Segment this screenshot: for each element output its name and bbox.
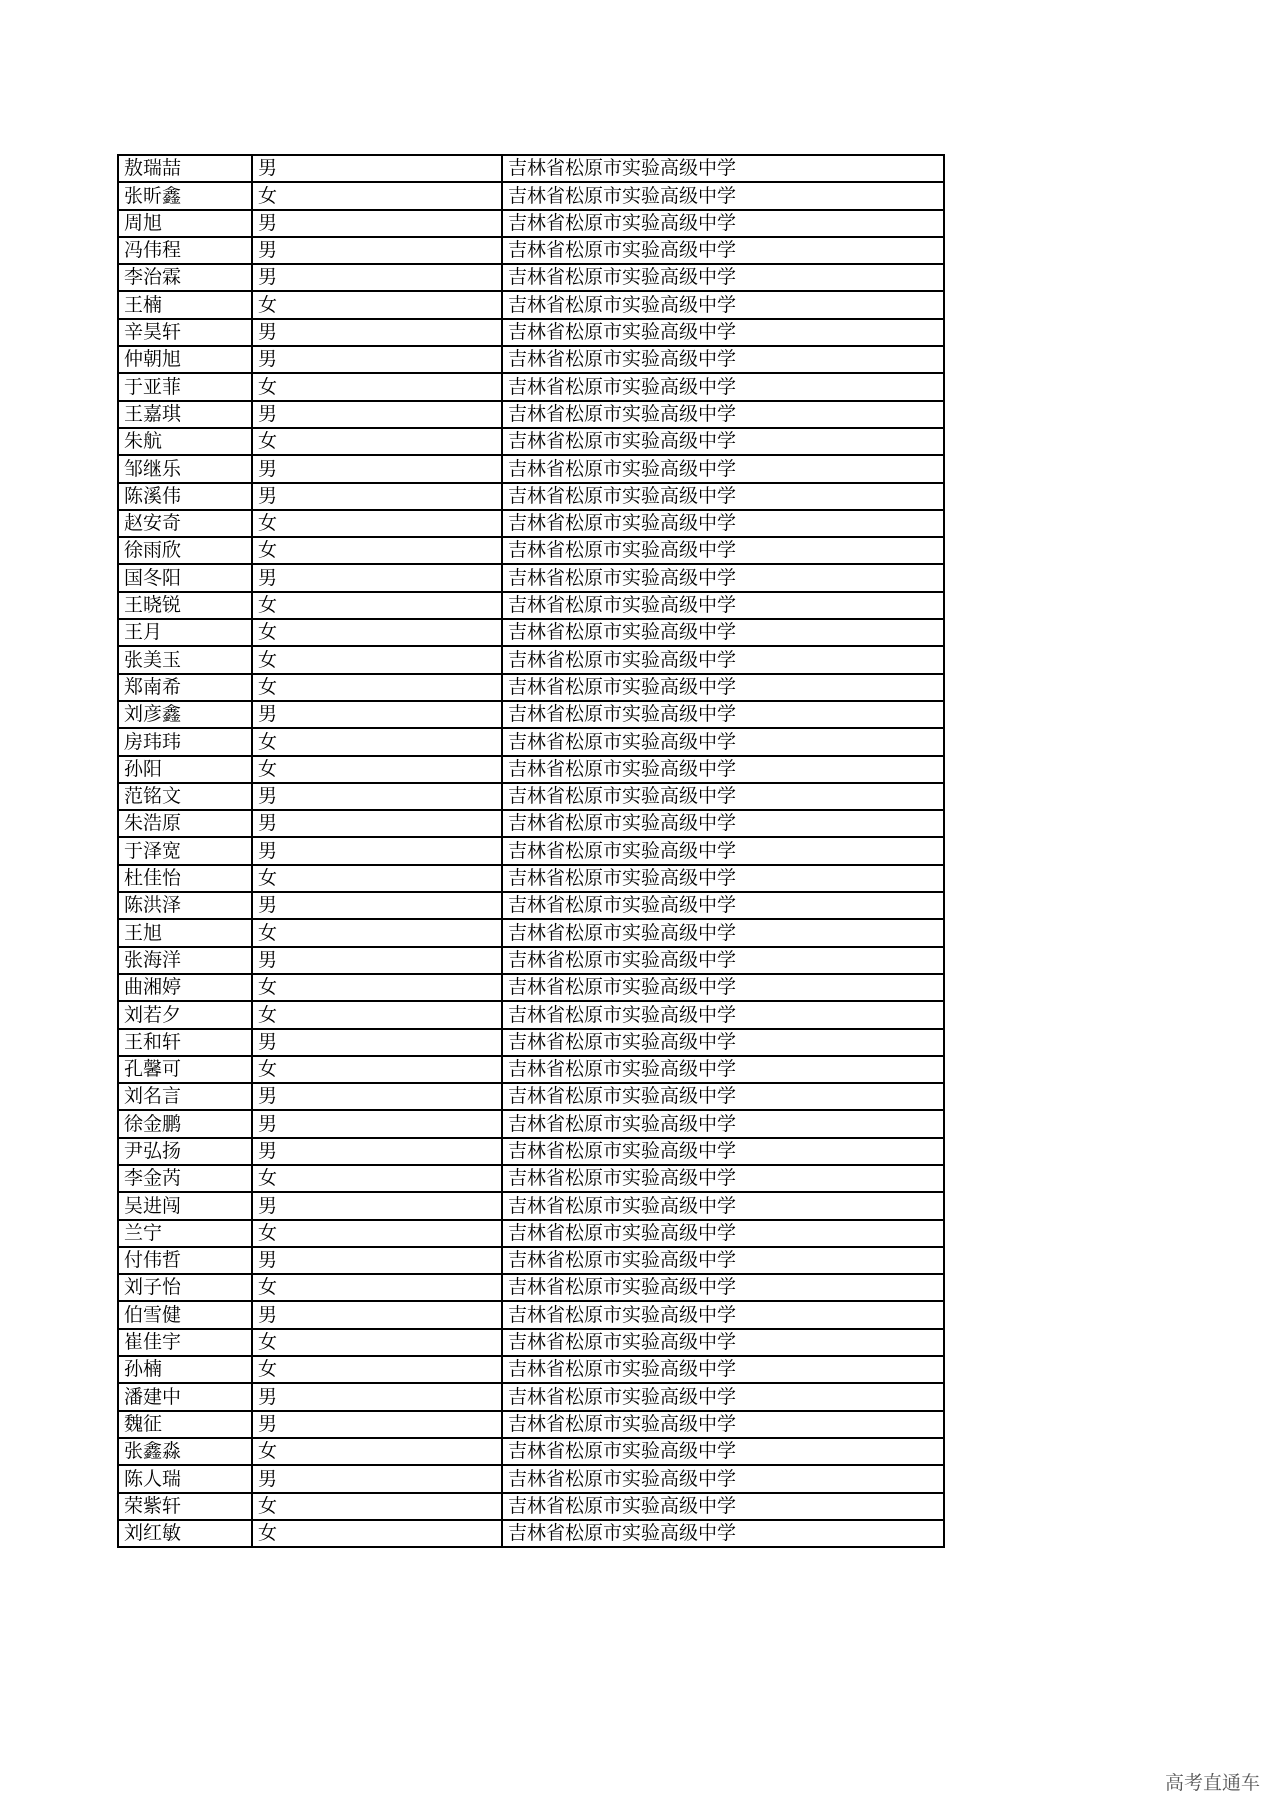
student-school-cell: 吉林省松原市实验高级中学 — [502, 1329, 944, 1356]
student-school-cell: 吉林省松原市实验高级中学 — [502, 865, 944, 892]
student-name-cell: 辛昊轩 — [118, 319, 252, 346]
student-name-cell: 张美玉 — [118, 646, 252, 673]
student-gender-cell: 女 — [252, 1056, 502, 1083]
student-gender-cell: 男 — [252, 892, 502, 919]
table-row — [118, 1465, 944, 1492]
table-row — [118, 837, 944, 864]
student-school-cell: 吉林省松原市实验高级中学 — [502, 564, 944, 591]
student-name-cell: 尹弘扬 — [118, 1138, 252, 1165]
student-gender-cell: 男 — [252, 1301, 502, 1328]
table-row — [118, 291, 944, 318]
student-name-cell: 仲朝旭 — [118, 346, 252, 373]
student-school-cell: 吉林省松原市实验高级中学 — [502, 1383, 944, 1410]
student-school-cell: 吉林省松原市实验高级中学 — [502, 537, 944, 564]
student-gender-cell: 女 — [252, 756, 502, 783]
student-school-cell: 吉林省松原市实验高级中学 — [502, 947, 944, 974]
student-name-cell: 王嘉琪 — [118, 401, 252, 428]
student-gender-cell: 男 — [252, 1138, 502, 1165]
student-name-cell: 刘名言 — [118, 1083, 252, 1110]
student-school-cell: 吉林省松原市实验高级中学 — [502, 592, 944, 619]
student-gender-cell: 女 — [252, 510, 502, 537]
student-school-cell: 吉林省松原市实验高级中学 — [502, 1520, 944, 1547]
student-school-cell: 吉林省松原市实验高级中学 — [502, 1274, 944, 1301]
student-name-cell: 刘彦鑫 — [118, 701, 252, 728]
student-name-cell: 崔佳宇 — [118, 1329, 252, 1356]
student-list-table — [117, 154, 945, 1548]
student-gender-cell: 男 — [252, 1083, 502, 1110]
student-name-cell: 张海洋 — [118, 947, 252, 974]
student-school-cell: 吉林省松原市实验高级中学 — [502, 210, 944, 237]
student-name-cell: 周旭 — [118, 210, 252, 237]
student-gender-cell: 男 — [252, 210, 502, 237]
student-name-cell: 王晓锐 — [118, 592, 252, 619]
student-name-cell: 潘建中 — [118, 1383, 252, 1410]
student-name-cell: 付伟哲 — [118, 1247, 252, 1274]
student-school-cell: 吉林省松原市实验高级中学 — [502, 1465, 944, 1492]
student-name-cell: 朱航 — [118, 428, 252, 455]
student-school-cell: 吉林省松原市实验高级中学 — [502, 674, 944, 701]
table-row — [118, 1110, 944, 1137]
student-school-cell: 吉林省松原市实验高级中学 — [502, 1192, 944, 1219]
student-gender-cell: 男 — [252, 346, 502, 373]
table-row — [118, 865, 944, 892]
student-school-cell: 吉林省松原市实验高级中学 — [502, 319, 944, 346]
table-row — [118, 701, 944, 728]
student-gender-cell: 男 — [252, 701, 502, 728]
student-school-cell: 吉林省松原市实验高级中学 — [502, 619, 944, 646]
table-row — [118, 1001, 944, 1028]
student-list-body — [118, 155, 944, 1547]
student-gender-cell: 男 — [252, 837, 502, 864]
table-row — [118, 455, 944, 482]
student-name-cell: 房玮玮 — [118, 728, 252, 755]
student-name-cell: 杜佳怡 — [118, 865, 252, 892]
student-gender-cell: 男 — [252, 237, 502, 264]
student-gender-cell: 女 — [252, 1493, 502, 1520]
student-gender-cell: 女 — [252, 919, 502, 946]
student-name-cell: 刘红敏 — [118, 1520, 252, 1547]
student-gender-cell: 女 — [252, 1356, 502, 1383]
student-gender-cell: 女 — [252, 1001, 502, 1028]
student-school-cell: 吉林省松原市实验高级中学 — [502, 919, 944, 946]
table-row — [118, 1083, 944, 1110]
student-school-cell: 吉林省松原市实验高级中学 — [502, 728, 944, 755]
student-gender-cell: 男 — [252, 1110, 502, 1137]
student-gender-cell: 男 — [252, 783, 502, 810]
student-name-cell: 李治霖 — [118, 264, 252, 291]
table-row — [118, 210, 944, 237]
student-name-cell: 郑南希 — [118, 674, 252, 701]
table-row — [118, 592, 944, 619]
student-gender-cell: 女 — [252, 619, 502, 646]
student-gender-cell: 男 — [252, 455, 502, 482]
student-name-cell: 王月 — [118, 619, 252, 646]
student-name-cell: 陈洪泽 — [118, 892, 252, 919]
student-gender-cell: 女 — [252, 592, 502, 619]
table-row — [118, 619, 944, 646]
student-gender-cell: 女 — [252, 974, 502, 1001]
table-row — [118, 674, 944, 701]
table-row — [118, 1493, 944, 1520]
table-row — [118, 919, 944, 946]
student-school-cell: 吉林省松原市实验高级中学 — [502, 1110, 944, 1137]
student-name-cell: 朱浩原 — [118, 810, 252, 837]
student-name-cell: 张鑫淼 — [118, 1438, 252, 1465]
student-school-cell: 吉林省松原市实验高级中学 — [502, 155, 944, 182]
student-name-cell: 孙楠 — [118, 1356, 252, 1383]
student-school-cell: 吉林省松原市实验高级中学 — [502, 1056, 944, 1083]
table-row — [118, 182, 944, 209]
student-gender-cell: 男 — [252, 947, 502, 974]
student-gender-cell: 女 — [252, 537, 502, 564]
student-school-cell: 吉林省松原市实验高级中学 — [502, 291, 944, 318]
student-gender-cell: 女 — [252, 373, 502, 400]
student-name-cell: 荣紫轩 — [118, 1493, 252, 1520]
student-gender-cell: 女 — [252, 728, 502, 755]
student-gender-cell: 女 — [252, 182, 502, 209]
student-name-cell: 孔馨可 — [118, 1056, 252, 1083]
student-gender-cell: 女 — [252, 865, 502, 892]
table-row — [118, 728, 944, 755]
student-gender-cell: 男 — [252, 1465, 502, 1492]
student-name-cell: 徐雨欣 — [118, 537, 252, 564]
student-gender-cell: 男 — [252, 401, 502, 428]
student-gender-cell: 男 — [252, 1192, 502, 1219]
table-row — [118, 1247, 944, 1274]
student-gender-cell: 女 — [252, 1274, 502, 1301]
student-school-cell: 吉林省松原市实验高级中学 — [502, 1247, 944, 1274]
table-row — [118, 483, 944, 510]
table-row — [118, 1301, 944, 1328]
student-gender-cell: 男 — [252, 810, 502, 837]
student-name-cell: 国冬阳 — [118, 564, 252, 591]
student-name-cell: 吴进闯 — [118, 1192, 252, 1219]
student-name-cell: 陈人瑞 — [118, 1465, 252, 1492]
student-name-cell: 伯雪健 — [118, 1301, 252, 1328]
student-school-cell: 吉林省松原市实验高级中学 — [502, 1438, 944, 1465]
student-name-cell: 范铭文 — [118, 783, 252, 810]
table-row — [118, 319, 944, 346]
table-row — [118, 346, 944, 373]
table-row — [118, 264, 944, 291]
table-row — [118, 1056, 944, 1083]
student-gender-cell: 女 — [252, 1165, 502, 1192]
table-row — [118, 401, 944, 428]
student-gender-cell: 男 — [252, 483, 502, 510]
student-name-cell: 邹继乐 — [118, 455, 252, 482]
student-school-cell: 吉林省松原市实验高级中学 — [502, 783, 944, 810]
table-row — [118, 1356, 944, 1383]
student-school-cell: 吉林省松原市实验高级中学 — [502, 1029, 944, 1056]
student-name-cell: 张昕鑫 — [118, 182, 252, 209]
student-gender-cell: 女 — [252, 1220, 502, 1247]
student-gender-cell: 女 — [252, 1329, 502, 1356]
student-gender-cell: 女 — [252, 428, 502, 455]
table-row — [118, 1383, 944, 1410]
table-row — [118, 1274, 944, 1301]
student-name-cell: 敖瑞喆 — [118, 155, 252, 182]
student-name-cell: 陈溪伟 — [118, 483, 252, 510]
student-name-cell: 曲湘婷 — [118, 974, 252, 1001]
student-school-cell: 吉林省松原市实验高级中学 — [502, 401, 944, 428]
table-row — [118, 1329, 944, 1356]
student-school-cell: 吉林省松原市实验高级中学 — [502, 1356, 944, 1383]
student-school-cell: 吉林省松原市实验高级中学 — [502, 373, 944, 400]
table-row — [118, 646, 944, 673]
table-row — [118, 1411, 944, 1438]
table-row — [118, 373, 944, 400]
student-school-cell: 吉林省松原市实验高级中学 — [502, 646, 944, 673]
student-school-cell: 吉林省松原市实验高级中学 — [502, 455, 944, 482]
student-gender-cell: 女 — [252, 1438, 502, 1465]
student-school-cell: 吉林省松原市实验高级中学 — [502, 892, 944, 919]
table-row — [118, 1438, 944, 1465]
student-gender-cell: 男 — [252, 1247, 502, 1274]
student-gender-cell: 男 — [252, 1411, 502, 1438]
student-gender-cell: 男 — [252, 1029, 502, 1056]
student-school-cell: 吉林省松原市实验高级中学 — [502, 810, 944, 837]
student-name-cell: 王楠 — [118, 291, 252, 318]
student-name-cell: 魏征 — [118, 1411, 252, 1438]
student-gender-cell: 女 — [252, 291, 502, 318]
student-name-cell: 王旭 — [118, 919, 252, 946]
student-gender-cell: 男 — [252, 319, 502, 346]
student-school-cell: 吉林省松原市实验高级中学 — [502, 1220, 944, 1247]
table-row — [118, 1520, 944, 1547]
student-gender-cell: 男 — [252, 264, 502, 291]
student-name-cell: 刘若夕 — [118, 1001, 252, 1028]
student-school-cell: 吉林省松原市实验高级中学 — [502, 1493, 944, 1520]
table-row — [118, 428, 944, 455]
table-row — [118, 1138, 944, 1165]
student-name-cell: 于亚菲 — [118, 373, 252, 400]
student-school-cell: 吉林省松原市实验高级中学 — [502, 510, 944, 537]
student-gender-cell: 女 — [252, 1520, 502, 1547]
student-school-cell: 吉林省松原市实验高级中学 — [502, 1165, 944, 1192]
table-row — [118, 155, 944, 182]
student-gender-cell: 女 — [252, 674, 502, 701]
student-school-cell: 吉林省松原市实验高级中学 — [502, 346, 944, 373]
table-row — [118, 537, 944, 564]
student-name-cell: 刘子怡 — [118, 1274, 252, 1301]
table-row — [118, 237, 944, 264]
table-row — [118, 783, 944, 810]
table-row — [118, 756, 944, 783]
student-school-cell: 吉林省松原市实验高级中学 — [502, 701, 944, 728]
watermark-text: 高考直通车 — [1164, 1772, 1260, 1794]
student-school-cell: 吉林省松原市实验高级中学 — [502, 756, 944, 783]
student-school-cell: 吉林省松原市实验高级中学 — [502, 1138, 944, 1165]
student-name-cell: 王和轩 — [118, 1029, 252, 1056]
table-row — [118, 974, 944, 1001]
student-name-cell: 兰宁 — [118, 1220, 252, 1247]
student-gender-cell: 男 — [252, 564, 502, 591]
student-school-cell: 吉林省松原市实验高级中学 — [502, 974, 944, 1001]
table-row — [118, 892, 944, 919]
student-gender-cell: 男 — [252, 155, 502, 182]
student-school-cell: 吉林省松原市实验高级中学 — [502, 237, 944, 264]
student-name-cell: 李金芮 — [118, 1165, 252, 1192]
table-row — [118, 564, 944, 591]
student-gender-cell: 女 — [252, 646, 502, 673]
student-school-cell: 吉林省松原市实验高级中学 — [502, 1411, 944, 1438]
student-school-cell: 吉林省松原市实验高级中学 — [502, 1001, 944, 1028]
table-row — [118, 510, 944, 537]
student-school-cell: 吉林省松原市实验高级中学 — [502, 428, 944, 455]
student-school-cell: 吉林省松原市实验高级中学 — [502, 264, 944, 291]
table-row — [118, 810, 944, 837]
table-row — [118, 1165, 944, 1192]
student-name-cell: 徐金鹏 — [118, 1110, 252, 1137]
student-gender-cell: 男 — [252, 1383, 502, 1410]
student-school-cell: 吉林省松原市实验高级中学 — [502, 1301, 944, 1328]
student-name-cell: 孙阳 — [118, 756, 252, 783]
table-row — [118, 1220, 944, 1247]
student-school-cell: 吉林省松原市实验高级中学 — [502, 182, 944, 209]
student-school-cell: 吉林省松原市实验高级中学 — [502, 1083, 944, 1110]
student-name-cell: 冯伟程 — [118, 237, 252, 264]
table-row — [118, 1029, 944, 1056]
student-name-cell: 于泽宽 — [118, 837, 252, 864]
student-name-cell: 赵安奇 — [118, 510, 252, 537]
student-school-cell: 吉林省松原市实验高级中学 — [502, 837, 944, 864]
table-row — [118, 947, 944, 974]
table-row — [118, 1192, 944, 1219]
student-school-cell: 吉林省松原市实验高级中学 — [502, 483, 944, 510]
